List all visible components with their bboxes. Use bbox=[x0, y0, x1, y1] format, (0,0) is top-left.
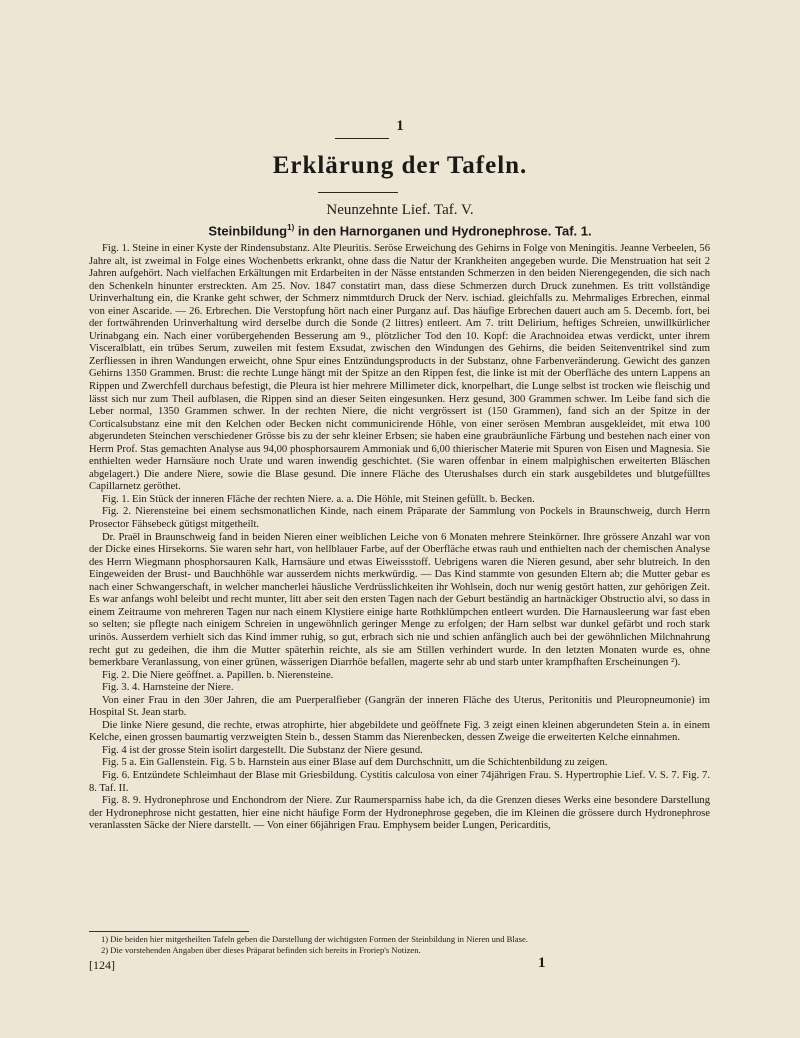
footnote-2: 2) Die vorstehenden Angaben über dieses Präparat befinden sich bereits in Froriep's Notizen. bbox=[101, 945, 421, 955]
heading-text-pre: Steinbildung bbox=[208, 223, 288, 239]
paragraph-fig5: Fig. 5 a. Ein Gallenstein. Fig. 5 b. Harnstein aus einer Blase auf dem Durchschnitt, um die Schichtenbildung zu zeigen. bbox=[102, 757, 608, 769]
body-text bbox=[89, 243, 710, 833]
footnote-ref: 1) bbox=[287, 223, 295, 232]
paragraph-fig2-legend: Fig. 2. Die Niere geöffnet. a. Papillen. b. Nierensteine. bbox=[102, 669, 334, 681]
paragraph-fig1-case: Fig. 1. Steine in einer Kyste der Rindensubstanz. Alte Pleuritis. Seröse Erweichung des Gehirns in Folge von Meningitis. Jeanne Verbeelen, 56 Jahre alt, ist zweimal in Folge eines Wochenbetts erkrankt, ohne dass die Natur der Krankheiten angegeben wurde. Die Menstruation hat seit 2 Jahren aufgehört. Nach vielfachen Erkältungen mit Erdarbeiten in der Nässe entstanden Schmerzen in den beiden Nierengegenden, die sich nach den Schenkeln hinunter erstreckten. Am 25. Nov. 1847 constatirt man, dass diese Schmerzen durch Druck zunehmen. Es tritt vollständige Urinverhaltung ein, die Kranke geht schwer, der Schmerz nimmtdurch Druck der Nerv. ischiad. gleichfalls zu. Mehrmaliges Erbrechen, einmal von einer Ascaride. — 26. Erbrechen. Die Verstopfung hört nach einer Purganz auf. Das häufige Erbrechen dauert auch am 5. Decemb. fort, bei der fortwährenden Urinverhaltung wird derselbe durch die Sonde (2 littres) entleert. Am 7. tritt Delirium, heftiges Schreien, unwillkürlicher Urinabgang ein. Nach einer vorübergehenden Besserung am 9., plötzlicher Tod den 10. Kopf: die Arachnoidea etwas verdickt, unter ihrem Visceralblatt, ein trübes Serum, zuweilen mit festem Exsudat, zwischen den Windungen des Gehirns, die beiden Seitenventrikel sind zum Zerfliessen in ihren Wandungen erweicht, ohne Spur eines Entzündungsproducts in der Substanz, ohne Farbenveränderung. Gewicht des ganzen Gehirns 1350 Grammen. Brust: die rechte Lunge hängt mit der Spitze an den Rippen fest, die linke ist mit der Oberfläche des untern Lappens an Rippen und Zwerchfell durchaus befestigt, die Pleura ist hier mehrere Millimeter dick, knorpelhart, die Lunge selbst ist trocken wie fleischig und lässt sich nur zum Theil aufblasen, die Rippen sind an dieser Seiten eingesunken. Herz gesund, 300 Grammen schwer. Im Leibe fand sich die Leber normal, 1350 Grammen schwer. In der rechten Niere, die nicht vergrössert ist (150 Grammen), fand sich an der Spitze in der Corticalsubstanz eine mit den Kelchen oder Becken nicht communicirende Höhle, von einer serösen Membran ausgekleidet, mit etwa 100 abgerundeten Steinchen verschiedener Grösse bis zu der sehr kleiner Erbsen; sie haben eine graubräunliche Färbung und bestehen nach einer von Herrn Prof. Stas gemachten Analyse aus 94,00 phosphorsaurem Ammoniak und 6,00 thierischer Materie mit Spuren von Eisen und Magnesia. Sie enthielten weder Harnsäure noch Urate und waren inwendig geschichtet. (Sie waren offenbar in einem malpighischen erweiterten Bläschen abgelagert.) Die andere Niere, sowie die Blase gesund. Die innere Fläche des Uterushalses durch ein stark ausgebildetes und blutgefülltes Capillarnetz geröthet. bbox=[89, 243, 710, 493]
page-number: 1 bbox=[396, 118, 404, 134]
footnote-separator bbox=[89, 931, 249, 932]
lief-line: Neunzehnte Lief. Taf. V. bbox=[326, 202, 474, 218]
paragraph-fig6: Fig. 6. Entzündete Schleimhaut der Blase mit Griesbildung. Cystitis calculosa von einer 74jährigen Frau. S. Hypertrophie Lief. V. S. 7. Fig. 7. 8. Taf. II. bbox=[89, 769, 710, 794]
paragraph-fig3-4: Fig. 3. 4. Harnsteine der Niere. bbox=[102, 682, 234, 694]
heading-text-post: in den Harnorganen und Hydronephrose. Taf. 1. bbox=[294, 223, 592, 239]
paragraph-fig8-9: Fig. 8. 9. Hydronephrose und Enchondrom der Niere. Zur Raumersparniss habe ich, da die Grenzen dieses Werks eine besondere Darstellung der Hydronephrose nicht gestatten, hier eine nicht häufige Form der Hydronephrose gegeben, die im Kleinen die grössere durch Hydronephrose veranlassten Säcke der Niere darstellt. — Von einer 66jährigen Frau. Emphysem beider Lungen, Pericarditis, bbox=[89, 795, 710, 832]
signature-mark: 1 bbox=[538, 955, 546, 971]
sheet-number: [124] bbox=[89, 958, 115, 972]
footnotes bbox=[89, 934, 710, 956]
page-number-rule bbox=[335, 138, 389, 139]
page-title: Erklärung der Tafeln. bbox=[272, 152, 528, 179]
paragraph-fig3-description: Die linke Niere gesund, die rechte, etwas atrophirte, hier abgebildete und geöffnete Fig. 3 zeigt einen kleinen abgerundeten Stein a. in einem Kelche, einen grossen baumartig verzweigten Stein b., dessen Stamm das Nierenbecken, dessen Zweige die erweiterten Kelche einnahmen. bbox=[89, 719, 710, 744]
paragraph-fig2-case: Dr. Praël in Braunschweig fand in beiden Nieren einer weiblichen Leiche von 6 Monaten mehrere Steinkörner. Ihre grössere Anzahl war von der Dicke eines Hirsekorns. Sie waren sehr hart, von hellblauer Farbe, auf der Oberfläche etwas rauh und enthielten nach der chemischen Analyse des Herrn Wiegmann phosphorsauren Kalk, Harnsäure und etwas Eiweissstoff. Uebrigens waren die Nieren gesund, aber sehr blutreich. In den Eingeweiden der Brust- und Bauchhöhle war ausserdem nichts merkwürdig. — Das Kind stammte von gesunden Eltern ab; die Mutter gebar es nach einer Schwangerschaft, in welcher mancherlei häusliche Verdrüsslichkeiten ihr Wohlsein, doch nur wenig gestört hatten, zur gehörigen Zeit. Es war anfangs wohl beleibt und recht munter, litt aber seit den ersten Tagen nach der Geburt beständig an hartnäckiger Obstructio alvi, so dass in einem Zeitraume von mehreren Tagen nur nach einem Klystiere einige harte Rothklümpchen entleert wurden. Die Harnausleerung war fast eben so selten; sie pflegte nach einigem Schreien in ungewöhnlich geringer Menge zu erfolgen; der Harn selbst war dunkel gefärbt und roch stark urinös. Ausserdem verhielt sich das Kind immer ruhig, so gut, erbrach sich nie und schien anfänglich auch bei der gewöhnlichen Milchnahrung recht gut zu gedeihen, die ihm die Mutter späterhin reichte, als sie am Stillen verhindert wurde. In den letzten Monaten wurde es, ohne bemerkbare Veranlassung, von einer grünen, wässerigen Diarrhöe befallen, magerte sehr ab und starb unter krampfhaften Erscheinungen ²). bbox=[89, 531, 710, 669]
paragraph-fig2: Fig. 2. Nierensteine bei einem sechsmonatlichen Kinde, nach einem Präparate der Sammlung von Pockels in Braunschweig, durch Herrn Prosector Fähsebeck gütigst mitgetheilt. bbox=[89, 506, 710, 531]
footnote-1: 1) Die beiden hier mitgetheilten Tafeln geben die Darstellung der wichtigsten Formen der Steinbildung in Nieren und Blase. bbox=[101, 934, 528, 944]
title-rule bbox=[318, 192, 398, 193]
paragraph-fig4: Fig. 4 ist der grosse Stein isolirt dargestellt. Die Substanz der Niere gesund. bbox=[102, 744, 423, 756]
paragraph-fig3-4-case: Von einer Frau in den 30er Jahren, die am Puerperalfieber (Gangrän der inneren Fläche des Uterus, Peritonitis und Pleuropneumonie) im Hospital St. Jean starb. bbox=[89, 694, 710, 719]
paragraph-fig1-legend: Fig. 1. Ein Stück der inneren Fläche der rechten Niere. a. a. Die Höhle, mit Steinen gefüllt. b. Becken. bbox=[102, 493, 535, 505]
section-heading bbox=[0, 223, 800, 238]
